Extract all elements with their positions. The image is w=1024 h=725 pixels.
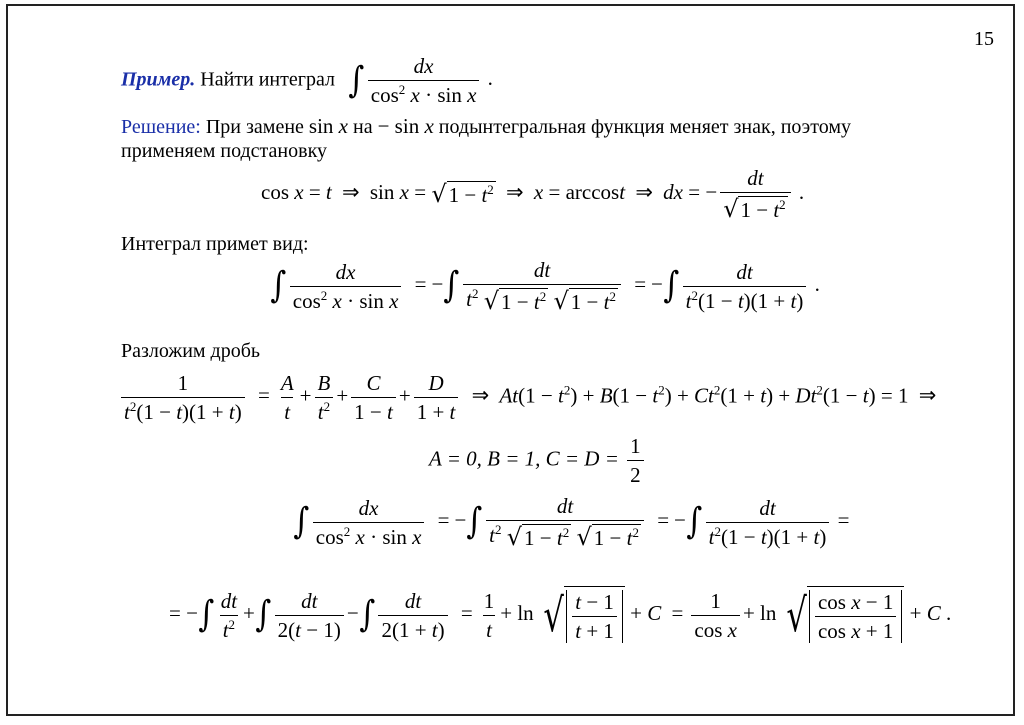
substitution-formula: cos x = t ⇒ sin x = √ $1 - t^2$ ⇒ x = arccost ⇒ dx = − dt √ $1 - t^2$ . <box>261 166 805 224</box>
solution-text-1: При замене <box>205 116 304 138</box>
example-text: Найти интеграл <box>200 68 335 91</box>
coefficients-text: A = 0, B = 1, C = D = <box>429 446 619 471</box>
solution-text-2: на <box>353 116 373 138</box>
page-number: 15 <box>974 28 994 50</box>
integral-transform: ∫ $\frac{dx}{\cos^2 x \cdot \sin x}$ = −∫ dt $t^2$ √ $1 - t^2$ √ $1 - t^2$ = −∫ $\frac{dt}{t^2(1 - t)(1 + t)}$ . <box>270 258 820 316</box>
decompose-text: Разложим дробь <box>121 340 261 362</box>
solution-label: Решение: <box>121 116 201 138</box>
coefficients: A = 0, B = 1, C = D = $\frac{1}{2}$ <box>429 434 647 487</box>
example-label: Пример. <box>121 68 196 91</box>
partial-fractions: $\frac{1}{t^2(1 - t)(1 + t)}$ = $\frac{A}{t}$ + $\frac{B}{t^2}$ + $\frac{C}{1 - t}$ + $\frac{D}{1 + t}$ ⇒ $At(1 - t^2) + B(1 - t^2) + Ct^2(1 + t) + Dt^2(1 - t) = 1$ ⇒ <box>118 371 941 424</box>
final-result: = −∫ $\frac{dt}{t^2}$ +∫ $\frac{dt}{2(t - 1)}$ −∫ $\frac{dt}{2(1 + t)}$ = $\frac{1}{t}$ + ln √ $\frac{t - 1}{t + 1}$ + C = $\frac{1}{\text{cos x}}$ + ln √ $\frac{\text{cos x − 1}}{\text{cos x + 1}}$ + C . <box>169 588 952 643</box>
example-integral: ∫ $\frac{dx}{\cos^2 x \cdot \sin x}$ . <box>348 54 493 107</box>
slide <box>6 4 1015 716</box>
example-line <box>121 54 493 107</box>
integral-form-text: Интеграл примет вид: <box>121 233 309 255</box>
integral-repeat: ∫ $\frac{dx}{\cos^2 x \cdot \sin x}$ = −∫ dt $t^2$ √ $1 - t^2$ √ $1 - t^2$ = −∫ $\frac{dt}{t^2(1 - t)(1 + t)}$ = <box>293 494 850 552</box>
solution-line-2: применяем подстановку <box>121 140 327 162</box>
solution-text-3: подынтегральная функция меняет знак, поэтому <box>438 116 851 138</box>
solution-line: Решение: При замене sin x на − sin x подынтегральная функция меняет знак, поэтому <box>121 114 851 138</box>
